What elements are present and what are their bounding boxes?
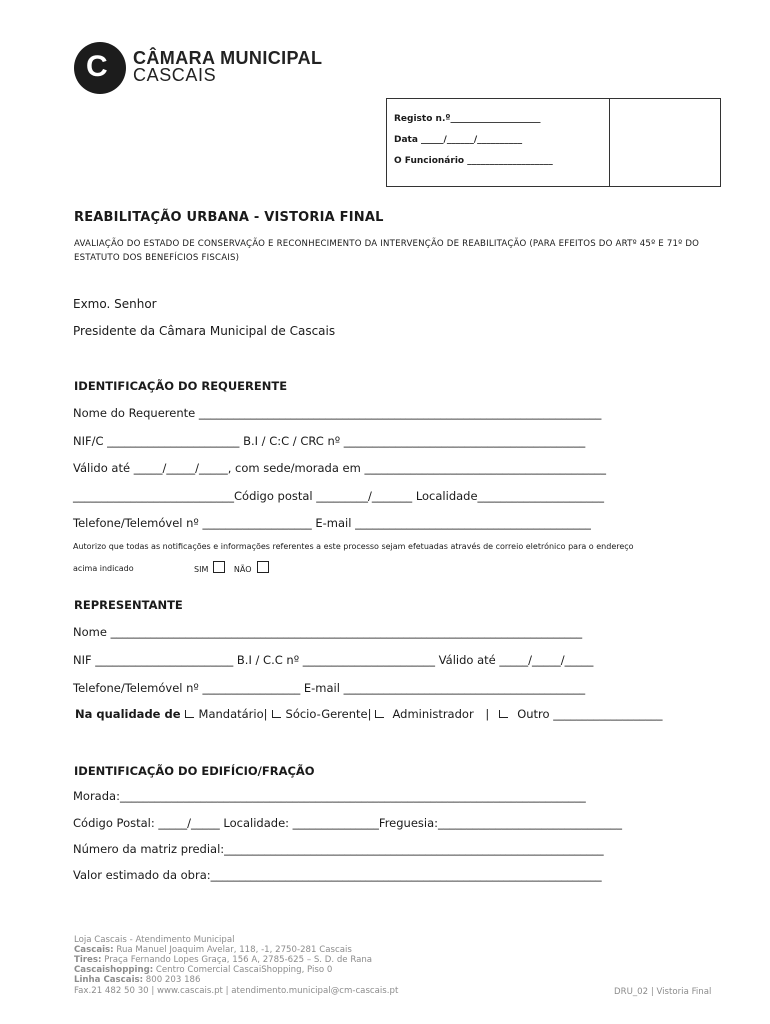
sim-checkbox[interactable] [213,561,225,573]
section-representante: REPRESENTANTE [74,598,183,612]
footer-cascais-label: Cascais: [74,945,114,955]
section-edificio: IDENTIFICAÇÃO DO EDIFÍCIO/FRAÇÃO [74,764,315,778]
qualidade-label: Na qualidade de [75,707,181,721]
socio-gerente-checkbox[interactable] [272,710,281,718]
nao-label: NÃO [233,565,252,574]
registration-box-divider [609,98,610,187]
autorizo-text: Autorizo que todas as notificações e informações referentes a este processo sejam efetuadas através de correio eletrónico para o endereço [73,542,634,551]
edificio-codigo-postal-field[interactable]: Código Postal: _____/_____ Localidade: _______________Freguesia:________________________________ [73,816,623,830]
logo-c-icon: C [86,50,108,83]
email-consent-options [194,561,269,574]
nao-checkbox[interactable] [257,561,269,573]
addressee: Presidente da Câmara Municipal de Cascais [73,324,336,338]
edificio-morada-field[interactable]: Morada:_________________________________________________________________________________ [73,789,586,803]
matriz-predial-field[interactable]: Número da matriz predial:__________________________________________________________________ [73,842,604,856]
footer-contacts: Fax.21 482 50 30 | www.cascais.pt | atendimento.municipal@cm-cascais.pt [74,986,399,996]
footer-tires-label: Tires: [74,955,102,965]
footer-linha [74,975,200,985]
footer-cascais [74,945,352,955]
valor-obra-field[interactable]: Valor estimado da obra:____________________________________________________________________ [73,868,602,882]
socio-gerente-label: Sócio-Gerente| [285,707,372,721]
funcionario-field[interactable]: O Funcionário ___________________ [394,156,553,166]
footer-linha-number: 800 203 186 [145,975,201,985]
form-title: REABILITAÇÃO URBANA - VISTORIA FINAL [74,210,384,225]
administrador-checkbox[interactable] [375,710,384,718]
footer-loja: Loja Cascais - Atendimento Municipal [74,935,235,945]
footer-tires [74,955,372,965]
requerente-nif-field[interactable]: NIF/C _______________________ B.I / C:C / CRC nº __________________________________________ [73,434,586,448]
sim-label: SIM [194,565,209,574]
footer-shopping [74,965,332,975]
logo-subtitle: CASCAIS [133,65,217,85]
qualidade-row [75,707,662,721]
footer-cascais-address: Rua Manuel Joaquim Avelar, 118, -1, 2750-281 Cascais [116,945,352,955]
footer-shopping-address: Centro Comercial CascaiShopping, Piso 0 [155,965,333,975]
section-requerente: IDENTIFICAÇÃO DO REQUERENTE [74,379,288,393]
form-reference: DRU_02 | Vistoria Final [614,987,712,997]
mandatario-label: Mandatário| [198,707,268,721]
acima-indicado-text: acima indicado [73,564,134,573]
footer-tires-address: Praça Fernando Lopes Graça, 156 A, 2785-625 – S. D. de Rana [104,955,373,965]
requerente-telefone-field[interactable]: Telefone/Telemóvel nº ___________________ E-mail _________________________________________ [73,516,591,530]
outro-checkbox[interactable] [499,710,508,718]
footer-shopping-label: Cascaishopping: [74,965,154,975]
requerente-nome-field[interactable]: Nome do Requerente ______________________________________________________________________ [73,406,602,420]
representante-nome-field[interactable]: Nome __________________________________________________________________________________ [73,625,583,639]
logo-title: CÂMARA MUNICIPAL [133,48,323,68]
salutation: Exmo. Senhor [73,297,157,311]
option-separator: | [485,707,490,721]
footer-linha-label: Linha Cascais: [74,975,144,985]
outro-field[interactable]: Outro ___________________ [517,707,663,721]
requerente-validade-field[interactable]: Válido até _____/_____/_____, com sede/morada em __________________________________________ [73,461,606,475]
registo-field[interactable]: Registo n.º____________________ [394,114,541,124]
administrador-label: Administrador [392,707,474,721]
data-field[interactable]: Data _____/______/__________ [394,135,523,145]
representante-nif-field[interactable]: NIF ________________________ B.I / C.C nº _______________________ Válido até _____/_____/_____ [73,653,594,667]
form-subtitle: AVALIAÇÃO DO ESTADO DE CONSERVAÇÃO E RECONHECIMENTO DA INTERVENÇÃO DE REABILITAÇÃO (PARA EFEITOS DO ARTº 45º E 71º DO ESTATUTO DOS BENEFÍCIOS FISCAIS) [74,239,700,263]
mandatario-checkbox[interactable] [185,710,194,718]
representante-telefone-field[interactable]: Telefone/Telemóvel nº _________________ E-mail __________________________________________ [73,681,586,695]
requerente-codigo-postal-field[interactable]: ____________________________Código postal _________/_______ Localidade______________________ [73,489,605,503]
